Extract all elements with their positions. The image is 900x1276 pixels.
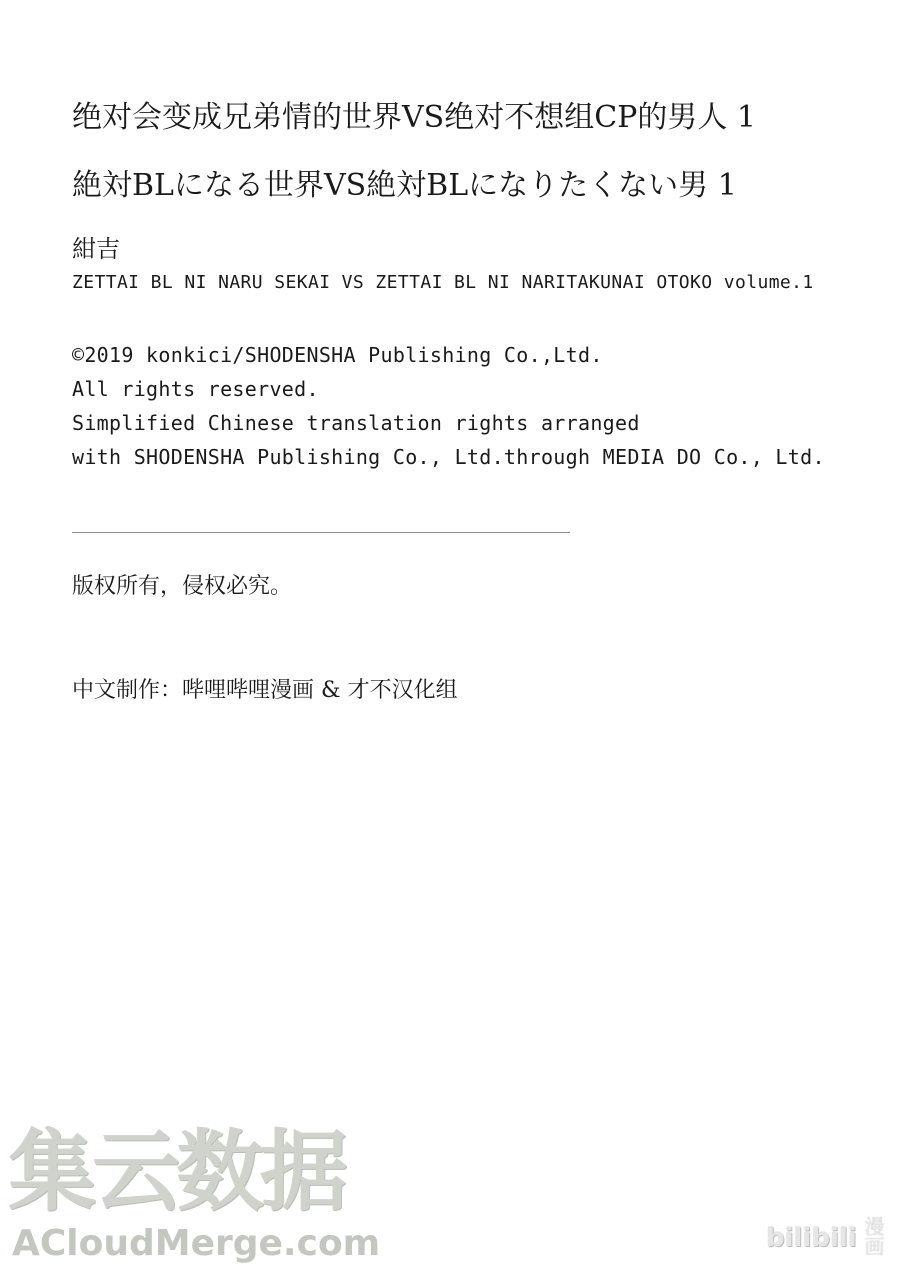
divider-line — [72, 532, 570, 533]
bilibili-logo-mark: bilibili — [766, 1223, 857, 1253]
title-japanese: 絶対BLになる世界VS絶対BLになりたくない男 1 — [72, 168, 737, 203]
copyright-block — [72, 338, 825, 474]
copyright-line: ©2019 konkici/SHODENSHA Publishing Co.,Ltd. — [72, 343, 603, 367]
title-romaji: ZETTAI BL NI NARU SEKAI VS ZETTAI BL NI NARITAKUNAI OTOKO volume.1 — [72, 272, 814, 293]
translation-credits: 中文制作：哔哩哔哩漫画 & 才不汉化组 — [72, 678, 458, 703]
title-chinese: 绝对会变成兄弟情的世界VS绝对不想组CP的男人 1 — [72, 100, 756, 135]
author-name: 紺吉 — [72, 235, 120, 263]
copyright-line: with SHODENSHA Publishing Co., Ltd.through MEDIA DO Co., Ltd. — [72, 445, 825, 469]
copyright-line: All rights reserved. — [72, 377, 319, 401]
watermark — [8, 1120, 388, 1274]
copyright-line: Simplified Chinese translation rights arranged — [72, 411, 640, 435]
rights-notice: 版权所有，侵权必究。 — [72, 574, 293, 599]
bilibili-manga-logo — [766, 1216, 890, 1262]
watermark-english-text: ACloudMerge.com — [12, 1223, 381, 1264]
watermark-chinese-text: 集云数据 — [8, 1120, 345, 1223]
manga-logo-text: 漫画 — [861, 1216, 885, 1256]
